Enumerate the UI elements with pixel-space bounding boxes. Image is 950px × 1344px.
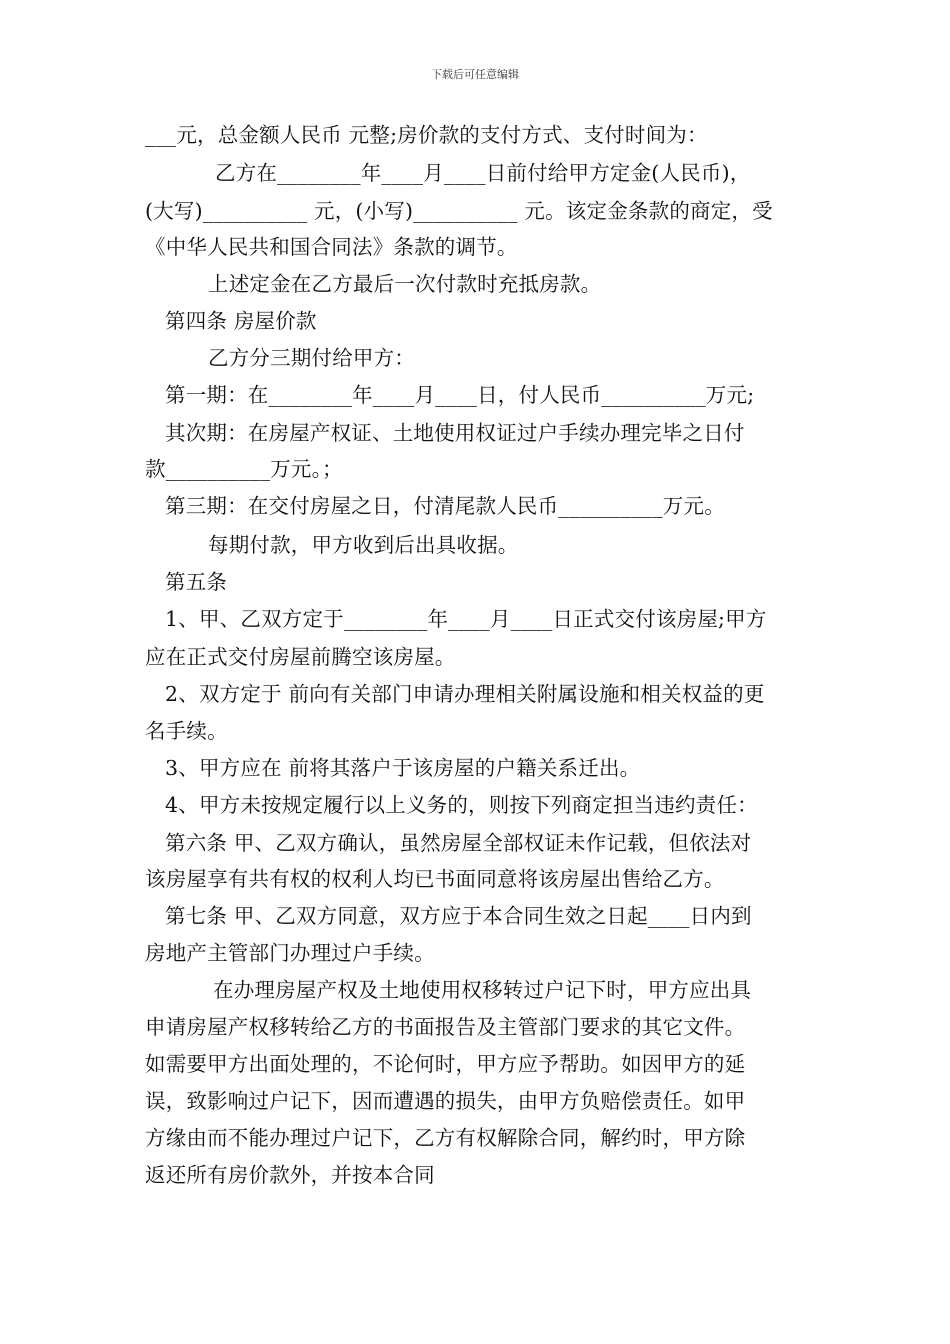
text-line-11: 第三期：在交付房屋之日，付清尾款人民币__________万元。 <box>165 494 725 518</box>
text-line-21: 该房屋享有共有权的权利人均已书面同意将该房屋出售给乙方。 <box>145 867 725 891</box>
text-line-17: 名手续。 <box>145 719 228 743</box>
text-line-5: 上述定金在乙方最后一次付款时充抵房款。 <box>208 272 602 296</box>
text-line-4: 《中华人民共和国合同法》条款的调节。 <box>145 235 518 259</box>
text-line-12: 每期付款，甲方收到后出具收据。 <box>208 533 519 557</box>
text-line-15: 应在正式交付房屋前腾空该房屋。 <box>145 645 456 669</box>
text-line-2: 乙方在________年____月____日前付给甲方定金(人民币)， <box>215 161 751 185</box>
text-line-16: 2、双方定于 前向有关部门申请办理相关附属设施和相关权益的更 <box>165 682 765 706</box>
text-line-26: 如需要甲方出面处理的，不论何时，甲方应予帮助。如因甲方的延 <box>145 1052 746 1076</box>
text-line-14: 1、甲、乙双方定于________年____月____日正式交付该房屋;甲方 <box>165 607 767 631</box>
text-line-8: 第一期：在________年____月____日，付人民币__________万元; <box>165 383 755 407</box>
text-line-29: 返还所有房价款外，并按本合同 <box>145 1163 435 1187</box>
text-line-9: 其次期：在房屋产权证、土地使用权证过户手续办理完毕之日付 <box>165 421 745 445</box>
text-line-3: (大写)__________ 元，(小写)__________ 元。该定金条款的商定，受 <box>145 199 773 223</box>
text-line-18: 3、甲方应在 前将其落户于该房屋的户籍关系迁出。 <box>165 756 641 780</box>
text-line-28: 方缘由而不能办理过户记下，乙方有权解除合同，解约时，甲方除 <box>145 1126 746 1150</box>
text-line-25: 申请房屋产权移转给乙方的书面报告及主管部门要求的其它文件。 <box>145 1015 746 1039</box>
text-line-23: 房地产主管部门办理过户手续。 <box>145 941 435 965</box>
text-line-27: 误，致影响过户记下，因而遭遇的损失，由甲方负赔偿责任。如甲 <box>145 1089 746 1113</box>
page-header: 下载后可任意编辑 <box>431 68 519 81</box>
section-title-5: 第五条 <box>165 570 228 594</box>
section-title-4: 第四条 房屋价款 <box>165 309 317 333</box>
text-line-24: 在办理房屋产权及土地使用权移转过户记下时，甲方应出具 <box>213 978 752 1002</box>
text-line-1: ___元，总金额人民币 元整;房价款的支付方式、支付时间为： <box>145 123 708 147</box>
text-line-20: 第六条 甲、乙双方确认，虽然房屋全部权证未作记载，但依法对 <box>165 831 752 855</box>
text-line-10: 款__________万元。； <box>145 457 343 481</box>
text-line-7: 乙方分三期付给甲方： <box>208 346 415 370</box>
text-line-19: 4、甲方未按规定履行以上义务的，则按下列商定担当违约责任： <box>165 793 758 817</box>
text-line-22: 第七条 甲、乙双方同意，双方应于本合同生效之日起____日内到 <box>165 904 752 928</box>
